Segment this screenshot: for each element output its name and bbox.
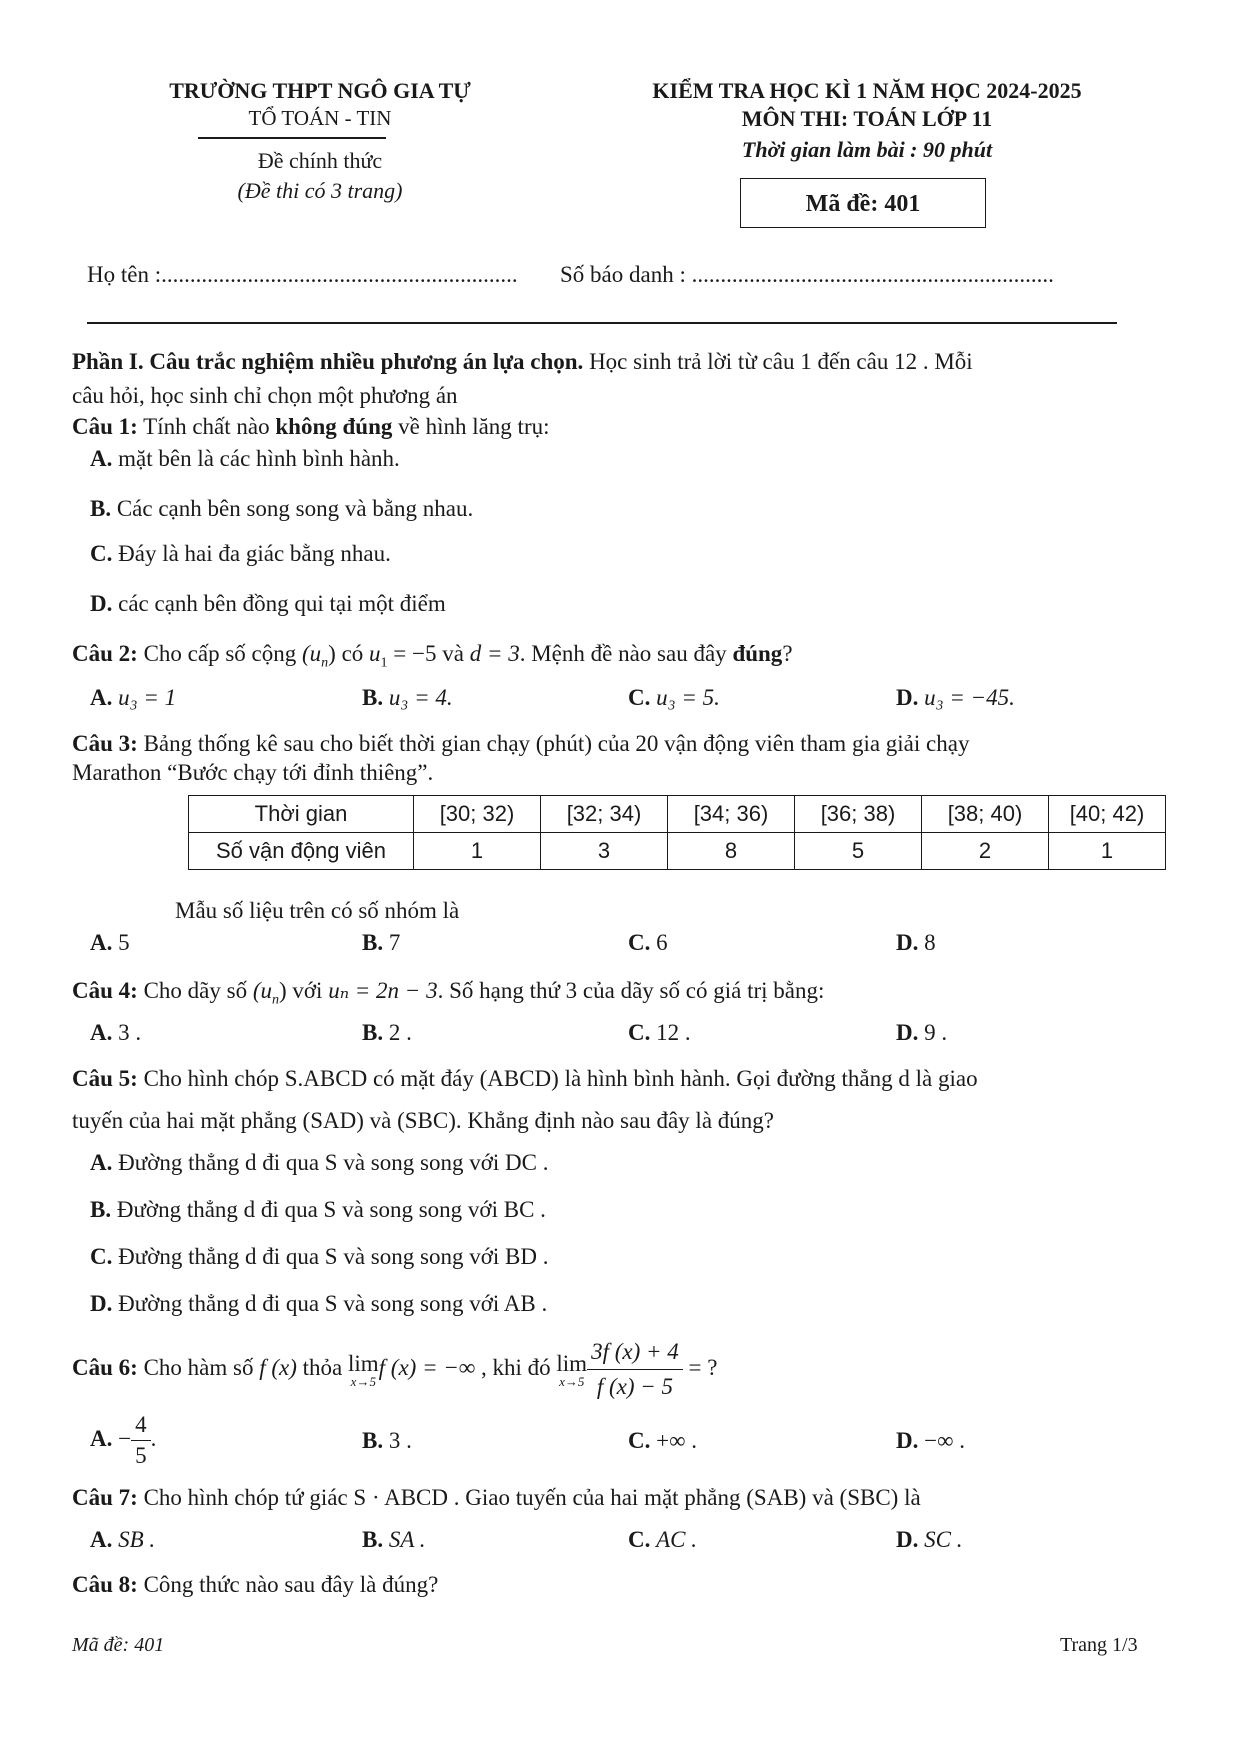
part1-intro: Học sinh trả lời từ câu 1 đến câu 12 . Mỗi <box>583 349 973 374</box>
exam-code-box: Mã đề: 401 <box>740 178 986 228</box>
table-header-cell: [38; 40) <box>922 796 1049 833</box>
q3-text-c: 6 <box>656 930 668 955</box>
q6-option-d <box>896 1428 965 1454</box>
q1-option-c <box>90 541 391 567</box>
q3-text-d: 8 <box>924 930 936 955</box>
table-header-cell: [30; 32) <box>414 796 541 833</box>
q1-text-a: mặt bên là các hình bình hành. <box>118 446 400 471</box>
q5-label: Câu 5: <box>72 1066 138 1091</box>
q6-a-fraction <box>131 1410 151 1471</box>
q7-letter: D. <box>896 1527 919 1552</box>
q5-text-a: Đường thẳng d đi qua S và song song với DC . <box>118 1150 549 1175</box>
q6-text: Cho hàm số <box>137 1354 260 1380</box>
q5-letter: C. <box>90 1244 113 1269</box>
q7-letter: C. <box>628 1527 651 1552</box>
q4-text: Cho dãy số <box>137 978 253 1003</box>
q2-text: Cho cấp số cộng <box>137 641 302 666</box>
q6-lim-sub: x→5 <box>350 1373 376 1389</box>
q2-letter: A. <box>90 685 113 710</box>
table-cell: 2 <box>922 833 1049 870</box>
table-header-cell: Thời gian <box>189 796 414 833</box>
divider <box>198 137 386 139</box>
q6-fx: f (x) <box>259 1354 297 1380</box>
subject: MÔN THI: TOÁN LỚP 11 <box>741 106 993 131</box>
q2-option-d <box>896 685 1015 711</box>
q7-stem <box>72 1485 921 1511</box>
q2-letter: B. <box>362 685 384 710</box>
q1-text-end: về hình lăng trụ: <box>392 414 550 439</box>
q6-option-a: A. − $\frac{4}{5}$ . <box>90 1410 156 1471</box>
q3-stem-line2: Marathon “Bước chạy tới đỉnh thiêng”. <box>72 760 434 785</box>
q5-stem <box>72 1066 978 1092</box>
q2-option-c <box>628 685 720 711</box>
q1-text: Tính chất nào <box>137 414 276 439</box>
q4-letter: A. <box>90 1020 113 1045</box>
q6-text: , khi đó <box>475 1354 557 1380</box>
q4-label: Câu 4: <box>72 978 138 1003</box>
pages-note: (Đề thi có 3 trang) <box>237 178 403 203</box>
q4-text-a: 3 . <box>118 1020 142 1045</box>
q4-text-b: 2 . <box>388 1020 412 1045</box>
q3-letter: A. <box>90 930 113 955</box>
part1-intro-line2: câu hỏi, học sinh chỉ chọn một phương án <box>72 383 458 408</box>
q6-letter: A. <box>90 1425 113 1451</box>
q3-text: Bảng thống kê sau cho biết thời gian chạy (phút) của 20 vận động viên tham gia giải chạy <box>137 731 970 756</box>
table-row <box>189 833 1166 870</box>
q1-stem <box>72 414 550 440</box>
q2-text-c: u₃ = 5. <box>656 685 720 710</box>
q2-emph: đúng <box>732 641 783 666</box>
q3-letter: D. <box>896 930 919 955</box>
q6-lim2 <box>556 1352 587 1388</box>
part1-heading <box>72 349 973 375</box>
q2-text-a: u₃ = 1 <box>118 685 177 710</box>
q6-lim-sub: x→5 <box>559 1373 585 1389</box>
id-field: Số báo danh : ............................................................... <box>560 262 1054 287</box>
q6-numerator: 3f (x) + 4 <box>587 1335 683 1370</box>
q1-text-d: các cạnh bên đồng qui tại một điểm <box>118 591 446 616</box>
q6-stem <box>72 1335 717 1404</box>
table-header-cell: [36; 38) <box>795 796 922 833</box>
q1-letter: B. <box>90 496 112 521</box>
footer-code: Mã đề: 401 <box>72 1634 165 1656</box>
q6-option-b <box>362 1428 412 1454</box>
q1-label: Câu 1: <box>72 414 138 439</box>
table-header-cell: [40; 42) <box>1049 796 1166 833</box>
q2-text: ? <box>782 641 793 666</box>
q6-lim-word: lim <box>347 1350 379 1376</box>
q3-ask: Mẫu số liệu trên có số nhóm là <box>175 898 460 923</box>
q6-denominator: f (x) − 5 <box>596 1374 674 1399</box>
q1-emph: không đúng <box>275 414 393 439</box>
table-header-cell: [32; 34) <box>541 796 668 833</box>
q8-text: Công thức nào sau đây là đúng? <box>137 1572 439 1597</box>
q5-text-d: Đường thẳng d đi qua S và song song với AB . <box>118 1291 548 1316</box>
q2-u1: u <box>369 641 381 666</box>
q5-text: Cho hình chóp S.ABCD có mặt đáy (ABCD) là hình bình hành. Gọi đường thẳng d là giao <box>137 1066 978 1091</box>
q7-text-d: SC . <box>924 1527 963 1552</box>
q4-stem <box>72 978 824 1009</box>
part1-title: Phần I. Câu trắc nghiệm nhiều phương án lựa chọn. <box>72 349 584 374</box>
q2-text-b: u₃ = 4. <box>388 685 453 710</box>
q4-option-b <box>362 1020 412 1046</box>
q2-u1-val: = −5 <box>387 641 437 666</box>
stats-table <box>188 795 1166 870</box>
q6-lim-expr: f (x) = −∞ <box>378 1354 476 1380</box>
q6-lim-word: lim <box>556 1350 588 1376</box>
q3-option-c <box>628 930 668 956</box>
q3-label: Câu 3: <box>72 731 138 756</box>
q2-seq-sub: n <box>321 655 329 671</box>
q6-letter: D. <box>896 1428 919 1453</box>
q4-option-c <box>628 1020 691 1046</box>
table-cell: 3 <box>541 833 668 870</box>
q3-option-b <box>362 930 400 956</box>
q2-option-b <box>362 685 453 711</box>
q4-text: ) với <box>278 978 329 1003</box>
q7-label: Câu 7: <box>72 1485 138 1510</box>
q5-option-b <box>90 1197 546 1223</box>
time-limit: Thời gian làm bài : 90 phút <box>741 137 993 162</box>
name-field: Họ tên :.............................................................. <box>87 262 518 287</box>
q1-option-d <box>90 591 446 617</box>
q4-text-c: 12 . <box>656 1020 691 1045</box>
footer-page: Trang 1/3 <box>1060 1634 1138 1656</box>
q7-letter: B. <box>362 1527 384 1552</box>
q4-text-d: 9 . <box>924 1020 948 1045</box>
q4-letter: D. <box>896 1020 919 1045</box>
q1-letter: D. <box>90 591 113 616</box>
q6-letter: C. <box>628 1428 651 1453</box>
q3-text-b: 7 <box>388 930 401 955</box>
official-label: Đề chính thức <box>257 148 383 173</box>
table-header-cell: [34; 36) <box>668 796 795 833</box>
exam-title: KIỂM TRA HỌC KÌ 1 NĂM HỌC 2024-2025 <box>652 78 1082 103</box>
q2-text: ) có <box>328 641 370 666</box>
q2-text-d: u₃ = −45. <box>924 685 1015 710</box>
q6-text-c: +∞ . <box>656 1428 697 1453</box>
q7-option-a <box>90 1527 155 1553</box>
q8-stem <box>72 1572 438 1598</box>
department: TỔ TOÁN - TIN <box>248 106 392 130</box>
table-row <box>189 796 1166 833</box>
q6-text-d: −∞ . <box>924 1428 965 1453</box>
q2-text: . Mệnh đề nào sau đây <box>519 641 733 666</box>
q7-text-a: SB . <box>118 1527 156 1552</box>
q4-text: . Số hạng thứ 3 của dãy số có giá trị bằng: <box>437 978 825 1003</box>
q2-u1-sub: 1 <box>380 655 388 671</box>
q1-letter: C. <box>90 541 113 566</box>
school-name: TRƯỜNG THPT NGÔ GIA TỰ <box>169 78 471 103</box>
q5-option-d <box>90 1291 547 1317</box>
q5-letter: B. <box>90 1197 112 1222</box>
q6-option-c <box>628 1428 697 1454</box>
q7-text: Cho hình chóp tứ giác S · ABCD . Giao tuyến của hai mặt phẳng (SAB) và (SBC) là <box>137 1485 921 1510</box>
q2-seq: (u <box>301 641 322 666</box>
q2-letter: D. <box>896 685 919 710</box>
table-cell: 1 <box>1049 833 1166 870</box>
q6-text-b: 3 . <box>388 1428 412 1453</box>
q3-option-d <box>896 930 936 956</box>
q5-letter: A. <box>90 1150 113 1175</box>
table-cell: Số vận động viên <box>189 833 414 870</box>
q6-lim <box>348 1352 379 1388</box>
q6-letter: B. <box>362 1428 384 1453</box>
q4-seq: (u <box>252 978 272 1003</box>
q6-a-num: 4 <box>131 1410 151 1441</box>
q1-option-b <box>90 496 473 522</box>
q7-text-b: SA . <box>388 1527 426 1552</box>
q3-letter: C. <box>628 930 651 955</box>
q6-label: Câu 6: <box>72 1354 138 1380</box>
q5-option-a <box>90 1150 548 1176</box>
q7-option-c <box>628 1527 697 1553</box>
q6-fraction <box>587 1335 683 1404</box>
q6-text: thỏa <box>296 1354 348 1380</box>
table-cell: 1 <box>414 833 541 870</box>
q2-option-a <box>90 685 176 711</box>
q7-option-d <box>896 1527 962 1553</box>
q4-letter: B. <box>362 1020 384 1045</box>
q5-text-b: Đường thẳng d đi qua S và song song với BC . <box>116 1197 546 1222</box>
q1-option-a <box>90 446 400 472</box>
q3-option-a <box>90 930 130 956</box>
q4-seq-sub: n <box>271 992 279 1008</box>
q1-letter: A. <box>90 446 113 471</box>
q6-a-den: 5 <box>135 1443 147 1468</box>
q2-text: và <box>436 641 470 666</box>
q7-text-c: AC . <box>656 1527 698 1552</box>
q5-letter: D. <box>90 1291 113 1316</box>
q3-letter: B. <box>362 930 384 955</box>
q1-text-b: Các cạnh bên song song và bằng nhau. <box>116 496 474 521</box>
table-cell: 5 <box>795 833 922 870</box>
q4-formula: uₙ = 2n − 3 <box>328 978 438 1003</box>
q2-label: Câu 2: <box>72 641 138 666</box>
divider <box>87 322 1117 324</box>
q5-text-c: Đường thẳng d đi qua S và song song với BD . <box>118 1244 549 1269</box>
table-cell: 8 <box>668 833 795 870</box>
q3-stem <box>72 731 969 757</box>
q4-option-d <box>896 1020 947 1046</box>
q4-letter: C. <box>628 1020 651 1045</box>
q4-option-a <box>90 1020 141 1046</box>
q8-label: Câu 8: <box>72 1572 138 1597</box>
q5-stem-line2: tuyến của hai mặt phẳng (SAD) và (SBC). Khẳng định nào sau đây là đúng? <box>72 1108 774 1133</box>
q2-letter: C. <box>628 685 651 710</box>
q2-stem <box>72 641 793 672</box>
q1-text-c: Đáy là hai đa giác bằng nhau. <box>118 541 391 566</box>
q2-d: d = 3 <box>469 641 520 666</box>
q5-option-c <box>90 1244 548 1270</box>
q6-text: = ? <box>682 1354 718 1380</box>
q6-sign: − <box>118 1425 132 1451</box>
q7-option-b <box>362 1527 425 1553</box>
q3-text-a: 5 <box>118 930 130 955</box>
q7-letter: A. <box>90 1527 113 1552</box>
